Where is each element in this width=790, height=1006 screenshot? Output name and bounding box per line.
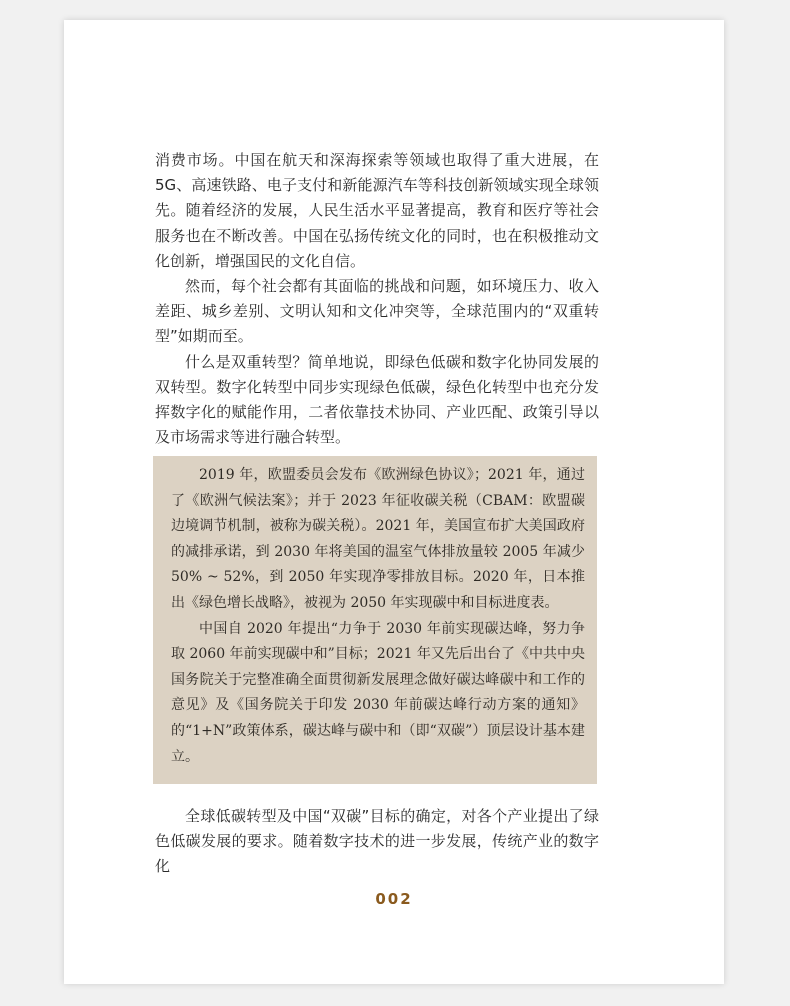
paragraph-china-policy: 中国自 2020 年提出“力争于 2030 年前实现碳达峰，努力争取 2060 年前实现碳中和”目标；2021 年又先后出台了《中共中央 国务院关于完整准确全面贯彻新发展理念做好碳达峰碳中和工作的意见》及《国务院关于印发 2030 年前碳达峰行动方案的通知》的“1+N”政策体系，碳达峰与碳中和（即“双碳”）顶层设计基本建立。 xyxy=(171,620,585,765)
highlight-box xyxy=(153,456,597,784)
paragraph-international-policy: 2019 年，欧盟委员会发布《欧洲绿色协议》；2021 年，通过了《欧洲气候法案》；并于 2023 年征收碳关税（CBAM：欧盟碳边境调节机制，被称为碳关税）。2021 年，美国宣布扩大美国政府的减排承诺，到 2030 年将美国的温室气体排放量较 2005 年减少 50% ~ 52%，到 2050 年实现净零排放目标。2020 年，日本推出《绿色增长战略》，被视为 2050 年实现碳中和目标进度表。 xyxy=(171,467,585,611)
paragraph-challenges: 然而，每个社会都有其面临的挑战和问题，如环境压力、收入差距、城乡差别、文明认知和文化冲突等，全球范围内的“双重转型”如期而至。 xyxy=(155,277,599,346)
highlight-box-text xyxy=(171,463,585,770)
bottom-text-block xyxy=(155,804,599,880)
page-number: 002 xyxy=(375,890,413,908)
paragraph-dual-transition: 什么是双重转型？简单地说，即绿色低碳和数字化协同发展的双转型。数字化转型中同步实现绿色低碳，绿色化转型中也充分发挥数字化的赋能作用，二者依靠技术协同、产业匹配、政策引导以及市场需求等进行融合转型。 xyxy=(155,352,599,447)
book-page xyxy=(64,20,724,984)
paragraph-industry: 全球低碳转型及中国“双碳”目标的确定，对各个产业提出了绿色低碳发展的要求。随着数字技术的进一步发展，传统产业的数字化 xyxy=(155,807,599,876)
paragraph-continuation: 消费市场。中国在航天和深海探索等领域也取得了重大进展，在 5G、高速铁路、电子支付和新能源汽车等科技创新领域实现全球领先。随着经济的发展，人民生活水平显著提高，教育和医疗等社会服务也在不断改善。中国在弘扬传统文化的同时，也在积极推动文化创新，增强国民的文化自信。 xyxy=(155,151,599,270)
main-text-block xyxy=(155,148,599,450)
